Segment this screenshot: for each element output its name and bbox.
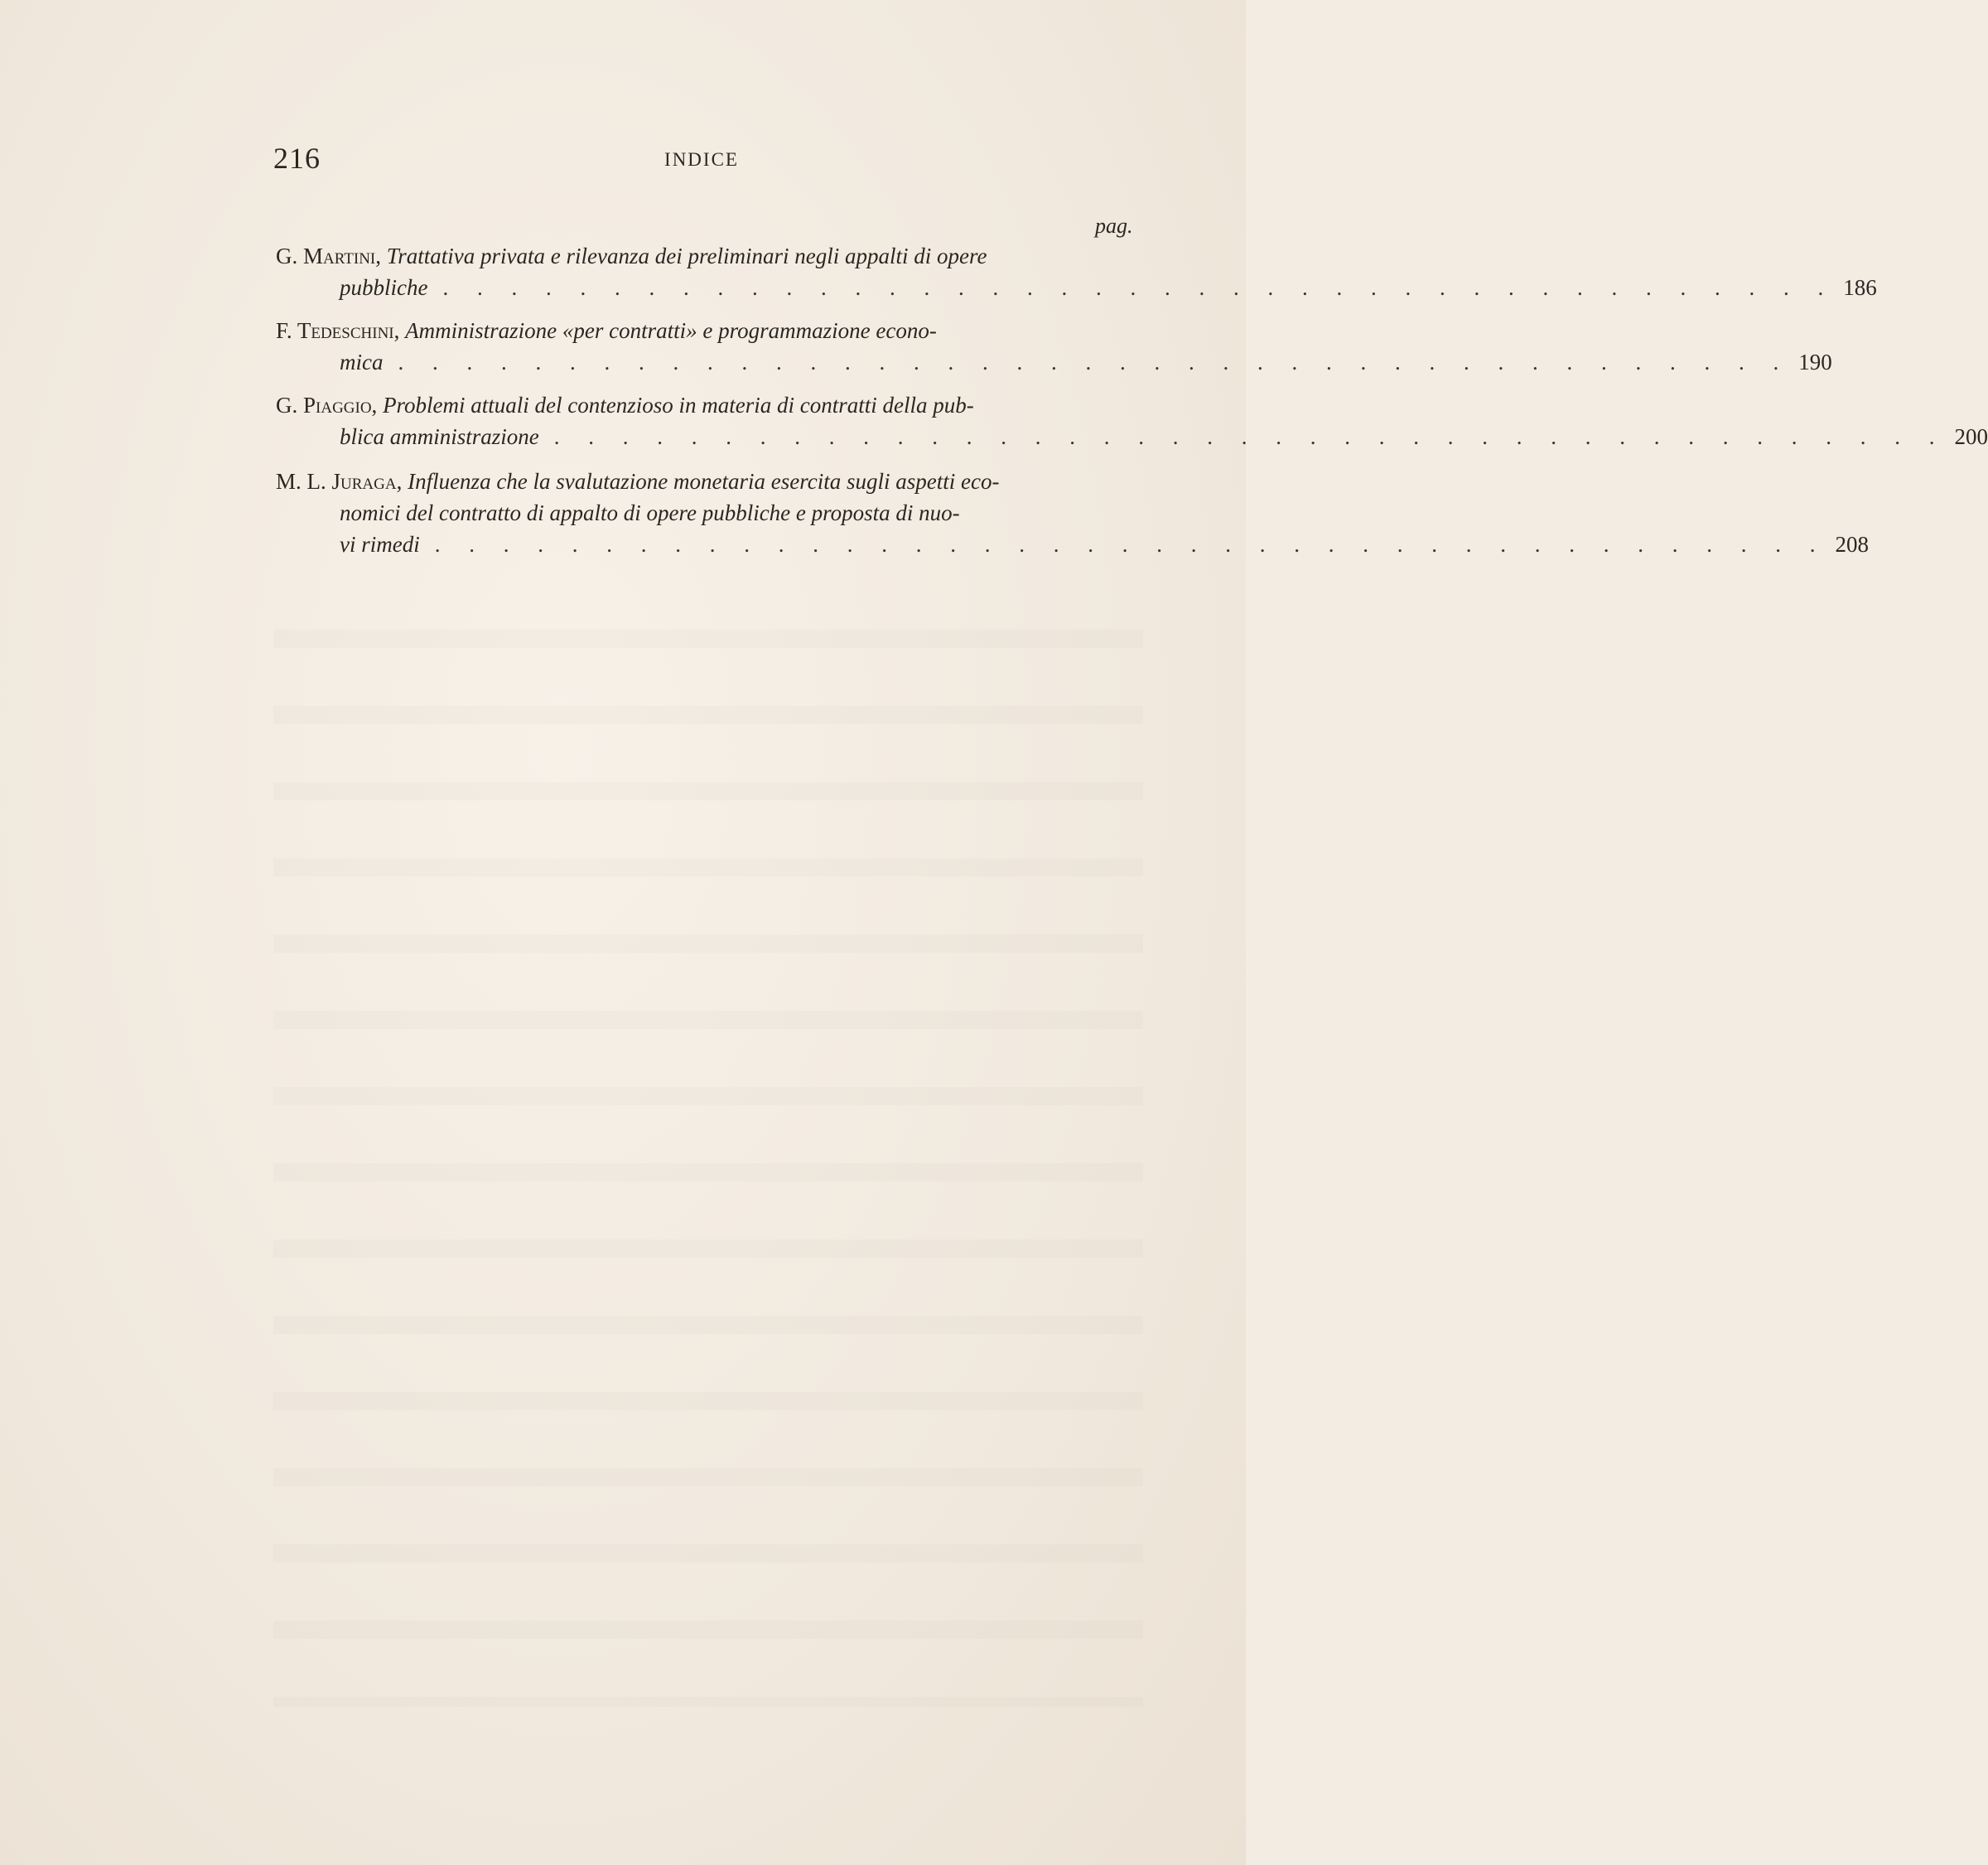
entry-title-line: Trattativa privata e rilevanza dei preliminari negli appalti di opere — [386, 244, 987, 268]
entry-author: F. Tedeschini, — [276, 318, 400, 343]
entry-page: 186 — [1843, 275, 1877, 300]
dot-leader: . . . . . . . . . . . . . . . . . . . . . . . . . . . . . . . . . . . . . . . . . — [398, 350, 1791, 374]
entry-title-line: Influenza che la svalutazione monetaria esercita sugli aspetti eco- — [408, 469, 1000, 494]
entry-page: 208 — [1835, 532, 1869, 557]
toc-entry — [276, 466, 1869, 560]
entry-title-line: pubbliche — [340, 275, 428, 300]
toc-entry — [276, 389, 1988, 452]
entry-title-line: mica — [340, 350, 384, 374]
entry-title-line: vi rimedi — [340, 532, 420, 557]
toc-entry — [276, 315, 1832, 378]
entry-title-line: blica amministrazione — [340, 424, 539, 449]
dot-leader: . . . . . . . . . . . . . . . . . . . . . . . . . . . . . . . . . . . . . . . . . — [434, 532, 1827, 557]
entry-page: 200 — [1954, 424, 1988, 449]
entry-page: 190 — [1798, 350, 1832, 374]
pag-column-label: pag. — [1095, 214, 1133, 238]
running-title: INDICE — [664, 149, 739, 170]
entry-title-line: Amministrazione «per contratti» e programmazione econo- — [405, 318, 937, 343]
entry-author: G. Piaggio, — [276, 393, 378, 418]
entry-title-line: Problemi attuali del contenzioso in materia di contratti della pub- — [383, 393, 974, 418]
page-number: 216 — [273, 142, 321, 175]
entry-author: M. L. Juraga, — [276, 469, 403, 494]
show-through-shading — [273, 630, 1143, 1707]
dot-leader: . . . . . . . . . . . . . . . . . . . . . . . . . . . . . . . . . . . . . . . . . — [442, 275, 1836, 300]
entry-author: G. Martini, — [276, 244, 381, 268]
entry-title-line: nomici del contratto di appalto di opere pubbliche e proposta di nuo- — [340, 500, 960, 525]
dot-leader: . . . . . . . . . . . . . . . . . . . . . . . . . . . . . . . . . . . . . . . . . — [553, 424, 1947, 449]
toc-entry — [276, 240, 1877, 303]
